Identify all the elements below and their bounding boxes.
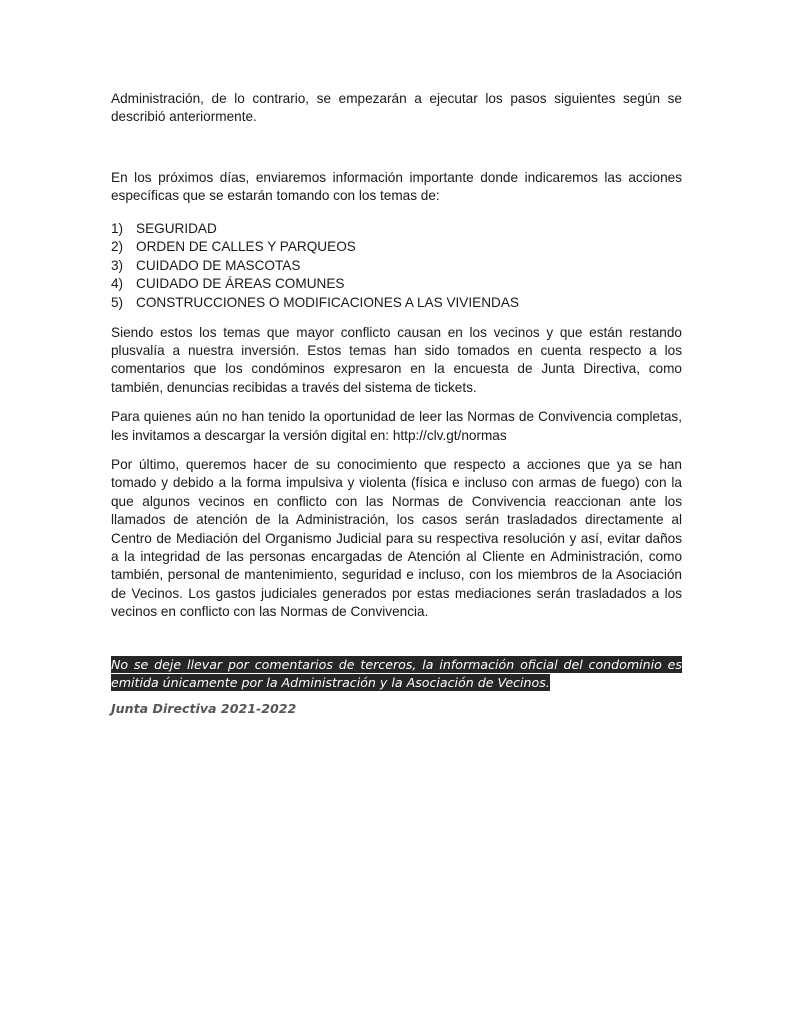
list-item-number: 5) bbox=[111, 295, 124, 310]
list-item-text: SEGURIDAD bbox=[136, 220, 217, 236]
list-item bbox=[111, 238, 682, 257]
paragraph-por-ultimo: Por último, queremos hacer de su conocimiento que respecto a acciones que ya se han tomado y debido a la forma impulsiva y violenta (física e incluso con armas de fuego) con la que algunos vecinos en conflicto con las Normas de Convivencia reaccionan ante los llamados de atención de la Administración, los casos serán trasladados directamente al Centro de Mediación del Organismo Judicial para su respectiva resolución y así, evitar daños a la integridad de las personas encargadas de Atención al Cliente en Administración, como también, personal de mantenimiento, seguridad e incluso, con los miembros de la Asociación de Vecinos. Los gastos judiciales generados por estas mediaciones serán trasladados a los vecinos en conflicto con las Normas de Convivencia. bbox=[111, 457, 682, 620]
list-item-number: 2) bbox=[111, 239, 124, 255]
list-item-text: ORDEN DE CALLES Y PARQUEOS bbox=[136, 239, 356, 255]
signature: Junta Directiva 2021-2022 bbox=[111, 700, 297, 716]
document-body bbox=[111, 90, 682, 730]
list-item-number: 1) bbox=[111, 220, 124, 236]
notice-text: No se deje llevar por comentarios de terceros, la información oficial del condominio es emitida únicamente por la Administración y la Asociación de Vecinos. bbox=[111, 656, 682, 690]
paragraph-proximos-dias: En los próximos días, enviaremos información importante donde indicaremos las acciones específicas que se estarán tomando con los temas de: bbox=[111, 169, 682, 204]
list-item-number: 3) bbox=[111, 257, 124, 273]
list-item bbox=[111, 275, 682, 294]
list-item bbox=[111, 294, 682, 313]
list-item-text: CUIDADO DE ÁREAS COMUNES bbox=[136, 276, 345, 292]
paragraph-administracion: Administración, de lo contrario, se empezarán a ejecutar los pasos siguientes según se describió anteriormente. bbox=[111, 91, 682, 125]
paragraph-normas-link: Para quienes aún no han tenido la oportunidad de leer las Normas de Convivencia completas, les invitamos a descargar la versión digital en: http://clv.gt/normas bbox=[111, 409, 682, 443]
list-item-text: CUIDADO DE MASCOTAS bbox=[136, 257, 301, 273]
list-item bbox=[111, 257, 682, 276]
paragraph-temas-conflicto: Siendo estos los temas que mayor conflicto causan en los vecinos y que están restando plusvalía a nuestra inversión. Estos temas han sido tomados en cuenta respecto a los comentarios que los condóminos expresaron en la encuesta de Junta Directiva, como también, denuncias recibidas a través del sistema de tickets. bbox=[111, 324, 682, 395]
highlighted-notice bbox=[111, 656, 682, 692]
list-item-text: CONSTRUCCIONES O MODIFICACIONES A LAS VIVIENDAS bbox=[136, 295, 519, 310]
list-item-number: 4) bbox=[111, 276, 124, 292]
list-item bbox=[111, 220, 682, 239]
topics-list bbox=[111, 220, 682, 313]
